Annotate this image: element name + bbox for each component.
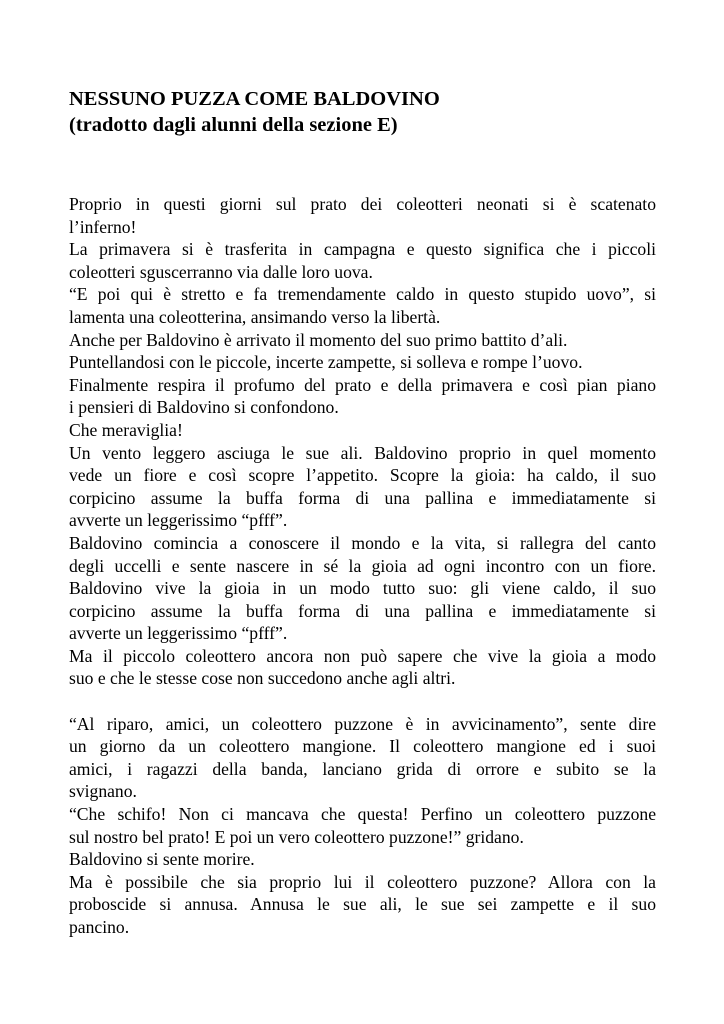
text-line: vede un fiore e così scopre l’appetito. Scopre la gioia: ha caldo, il suo <box>69 465 656 486</box>
text-line: “E poi qui è stretto e fa tremendamente caldo in questo stupido uovo”, si <box>69 284 656 305</box>
text-line: svignano. <box>69 781 137 802</box>
text-line: un giorno da un coleottero mangione. Il coleottero mangione ed i suoi <box>69 736 656 757</box>
text-line: lamenta una coleotterina, ansimando verso la libertà. <box>69 306 441 327</box>
text-line: corpicino assume la buffa forma di una pallina e immediatamente si <box>69 600 656 621</box>
text-line: Un vento leggero asciuga le sue ali. Baldovino proprio in quel momento <box>69 442 656 463</box>
document-subtitle: (tradotto dagli alunni della sezione E) <box>69 114 398 136</box>
text-line: Proprio in questi giorni sul prato dei coleotteri neonati si è scatenato <box>69 194 656 214</box>
text-line: “Al riparo, amici, un coleottero puzzone è in avvicinamento”, sente dire <box>69 713 656 734</box>
text-line: Finalmente respira il profumo del prato e della primavera e così pian piano <box>69 374 656 395</box>
text-line: Baldovino si sente morire. <box>69 849 255 870</box>
text-line: coleotteri sguscerranno via dalle loro uova. <box>69 261 373 282</box>
text-line: sul nostro bel prato! E poi un vero coleottero puzzone!” gridano. <box>69 826 524 847</box>
body-text <box>69 193 656 939</box>
document-title: NESSUNO PUZZA COME BALDOVINO <box>69 88 440 110</box>
text-line: i pensieri di Baldovino si confondono. <box>69 397 339 418</box>
text-line: Ma il piccolo coleottero ancora non può sapere che vive la gioia a modo <box>69 645 656 666</box>
text-line: La primavera si è trasferita in campagna e questo significa che i piccoli <box>69 239 656 260</box>
text-line: Anche per Baldovino è arrivato il momento del suo primo battito d’ali. <box>69 329 568 350</box>
title-block <box>69 86 669 138</box>
text-line: pancino. <box>69 917 130 937</box>
paragraph-gap <box>69 690 656 713</box>
text-line: Baldovino comincia a conoscere il mondo e la vita, si rallegra del canto <box>69 532 656 553</box>
text-line: Ma è possibile che sia proprio lui il coleottero puzzone? Allora con la <box>69 871 656 892</box>
text-line: “Che schifo! Non ci mancava che questa! Perfino un coleottero puzzone <box>69 804 656 825</box>
text-line: corpicino assume la buffa forma di una pallina e immediatamente si <box>69 487 656 508</box>
text-line: suo e che le stesse cose non succedono anche agli altri. <box>69 668 456 689</box>
text-line: amici, i ragazzi della banda, lanciano grida di orrore e subito se la <box>69 758 656 779</box>
text-line: l’inferno! <box>69 216 137 237</box>
text-line: proboscide si annusa. Annusa le sue ali, le sue sei zampette e il suo <box>69 894 656 915</box>
text-line: avverte un leggerissimo “pfff”. <box>69 510 288 531</box>
text-line: avverte un leggerissimo “pfff”. <box>69 623 288 644</box>
text-line: Baldovino vive la gioia in un modo tutto suo: gli viene caldo, il suo <box>69 578 656 599</box>
text-line: Puntellandosi con le piccole, incerte zampette, si solleva e rompe l’uovo. <box>69 352 583 373</box>
text-line: degli uccelli e sente nascere in sé la gioia ad ogni incontro con un fiore. <box>69 555 656 576</box>
text-line: Che meraviglia! <box>69 419 183 440</box>
